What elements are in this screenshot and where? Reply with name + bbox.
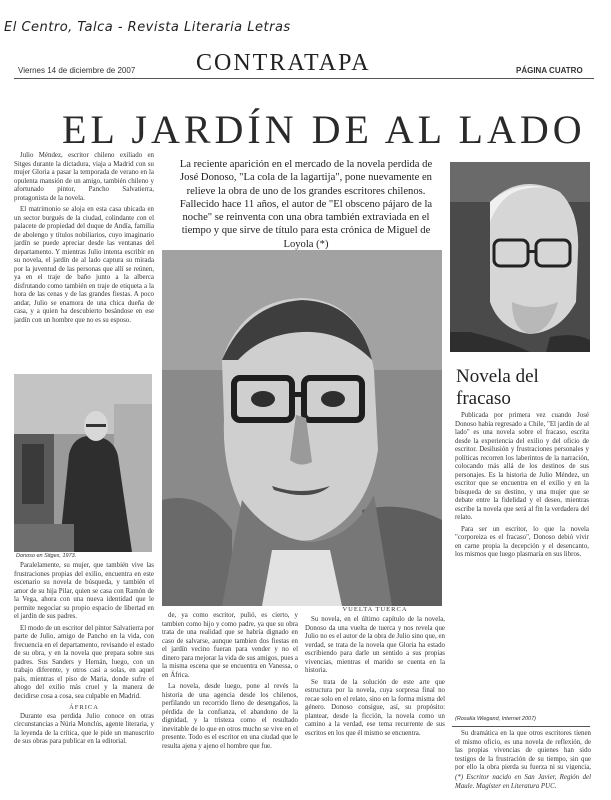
- sidebar-rule: [452, 726, 590, 727]
- column-4-bottom: [455, 730, 591, 770]
- photo-donoso-sitges-image: [14, 374, 152, 552]
- dateline: Viernes 14 de diciembre de 2007: [18, 66, 136, 75]
- paragraph: Se trata de la solución de este arte que estructura por la novela, cuya sorpresa final no recae solo en el relato, sino en la forma misma del género. Donoso consigue, así, su propósito: plantear, desde la ficción, la novela como un camino a la verdad, ese tema recurrente de sus escritos en los que él mismo se encuentra.: [305, 678, 445, 737]
- column-3-header: [305, 606, 445, 613]
- paragraph: El matrimonio se aloja en esta casa ubicada en un sector burgués de la ciudad, colindante con el palacete de propiedad del duque de Andía, familia de abolengo y títulos nobiliarios, cuyo imaginario jardín se puede apreciar desde las ventanas del departamento. Y mientras Julio intenta escribir en su novela, el jardín de al lado captura su mirada por la juventud de las personas que allí se reúnen, ya en el traje de baño junto a la alberca disfrutando como también en traje de etiqueta a la hora de las cenas y de las grandes fiestas. A poco andar, Julio se enamora de una chica dueña de casa, y a quien ha descubierto besándose en ese jardín con un hombre que no es su esposo.: [14, 206, 154, 324]
- sidebar-body: [455, 412, 589, 712]
- paragraph: El modo de un escritor del pintor Salvatierra por parte de Julio, amigo de Pancho en la vida, con frecuencia en el departamento, revisando el estado de su obra, y en la novela que prepara sobre sus padres. Sus Sanders y Hernán, luego, con un trabajo diferente, y otros casi a solas, en aquel país, mientras el piso de Maria, donde sufre el ahogo del exilio más cruel y la manera de decidirse cosa a cosa, sea culpable en Madrid.: [14, 624, 154, 700]
- paragraph: Paralelamente, su mujer, que también vive las frustraciones propias del exilio, encuentra en este escenario su novela de búsqueda, y también el amor de su hija Pilar, quien se casa con Ramón de la Vega, ahora con una nueva identidad que le permite negociar su propio espacio de libertad en el jardín de sus padres.: [14, 562, 154, 620]
- subhead-vuelta-tuerca: VUELTA TUERCA: [342, 606, 408, 613]
- paragraph: Publicada por primera vez cuando José Donoso había regresado a Chile, "El jardín de al lado" es una novela sobre el fracaso, escrita desde la experiencia del exilio y del oficio de escritor. Desilusión y frustraciones personales y políticas recorren los laberintos de la narración, colocando más allá de los destinos de sus personajes. Es la historia de Julio Méndez, un escritor que se encuentra en el exilio y en la búsqueda de su destino, y una mujer que se debate entre la fidelidad y el deseo, mientras escribe la novela que será al fin la verdadera del relato.: [455, 412, 589, 521]
- paragraph: Durante esa perdida Julio conoce en otras circunstancias a Núria Monclús, agente literaria, y la leyenda de la crítica, que le pide un manuscrito de sus obras para publicar en la editorial.: [14, 712, 154, 745]
- subhead-africa: ÁFRICA: [69, 704, 99, 711]
- handwritten-note: El Centro, Talca - Revista Literaria Letras: [4, 20, 291, 35]
- column-1-bottom: [14, 562, 154, 794]
- page-label: PÁGINA CUATRO: [516, 66, 583, 75]
- column-2: [162, 612, 298, 794]
- paragraph: La novela, desde luego, pone al revés la historia de una agencia desde los chilenos, perfilando un recorrido lleno de desengaños, la pérdida de la confianza, el abandono de la dignidad, y la tristeza como el resultado inevitable de lo que en otros mucho se vive en el presente. Todo es el escritor en una ciudad que le resulta ajena y ajeno el hombre que fue.: [162, 683, 298, 750]
- portrait-painting-image: [162, 250, 442, 606]
- masthead-rule: [14, 78, 594, 79]
- paragraph: Para ser un escritor, lo que la novela "corporeiza es el fracaso", Donoso debió vivir en carne propia la decepción y el desencanto, los mismos que luego plasmaría en sus libros.: [455, 525, 589, 558]
- portrait-painting: [162, 250, 442, 606]
- photo-donoso-sitges: [14, 374, 152, 552]
- sidebar-title: Novela del fracaso: [456, 366, 539, 409]
- headline: EL JARDÍN DE AL LADO: [62, 107, 586, 152]
- column-1-top: [14, 152, 154, 374]
- photo-donoso-portrait-image: [450, 162, 590, 352]
- footnote: (*) Escritor nacido en San Javier, Región del Maule. Magíster en Literatura PUC.: [455, 774, 591, 790]
- photo-donoso-portrait: [450, 162, 590, 352]
- photo-small-caption: Donoso en Sitges, 1973.: [16, 553, 77, 559]
- paragraph: Julio Méndez, escritor chileno exiliado en Sitges durante la dictadura, viaja a Madrid con su mujer Gloria a pasar la temporada de verano en la opulenta mansión de un amigo, también chileno y afortunado pintor, Pancho Salvatierra, protagonista de la novela.: [14, 152, 154, 202]
- paragraph: Su novela, en el último capítulo de la novela, Donoso da una vuelta de tuerca y nos revela que Julio no es el autor de la obra de Julio sino que, en verdad, se trata de la novela que Gloria ha estado escribiendo para darle un sentido a sus propias vivencias, mientras el marido se cuenta en la historia.: [305, 616, 445, 674]
- lede: La reciente aparición en el mercado de la novela perdida de José Donoso, "La cola de la lagartija", pone nuevamente en relieve la obra de uno de los grandes escritores chilenos. Fallecido hace 11 años, el autor de "El obsceno pájaro de la noche" se reinventa con una obra también extraviada en el tiempo y que sirve de título para esta crónica de Miguel de Loyola (*): [179, 159, 433, 250]
- paragraph: Su dramática en la que otros escritores tienen el mismo oficio, es una novela de reflexión, de las propias vivencias de quienes han sido testigos de la frustración de su tiempo, sin que por ello la obra pierda su fuerza ni su vigencia,: [455, 730, 591, 770]
- sidebar-credit: (Rosalía Wiegand, Internet 2007): [455, 716, 536, 722]
- column-3: [305, 616, 445, 794]
- paragraph: de, ya como escritor, pulió, es cierto, y tambien como hijo y como padre, ya que su obra trata de una realidad que se habría dignado en caso de salvarse, aunque tambien dos fiestas en el jardín vecino fueran para vender y no el dinero para mejorar la vida de sus amigos, pues a la misma escena que se encuentra en Vanessa, o en África.: [162, 612, 298, 679]
- section-title: CONTRATAPA: [196, 50, 371, 76]
